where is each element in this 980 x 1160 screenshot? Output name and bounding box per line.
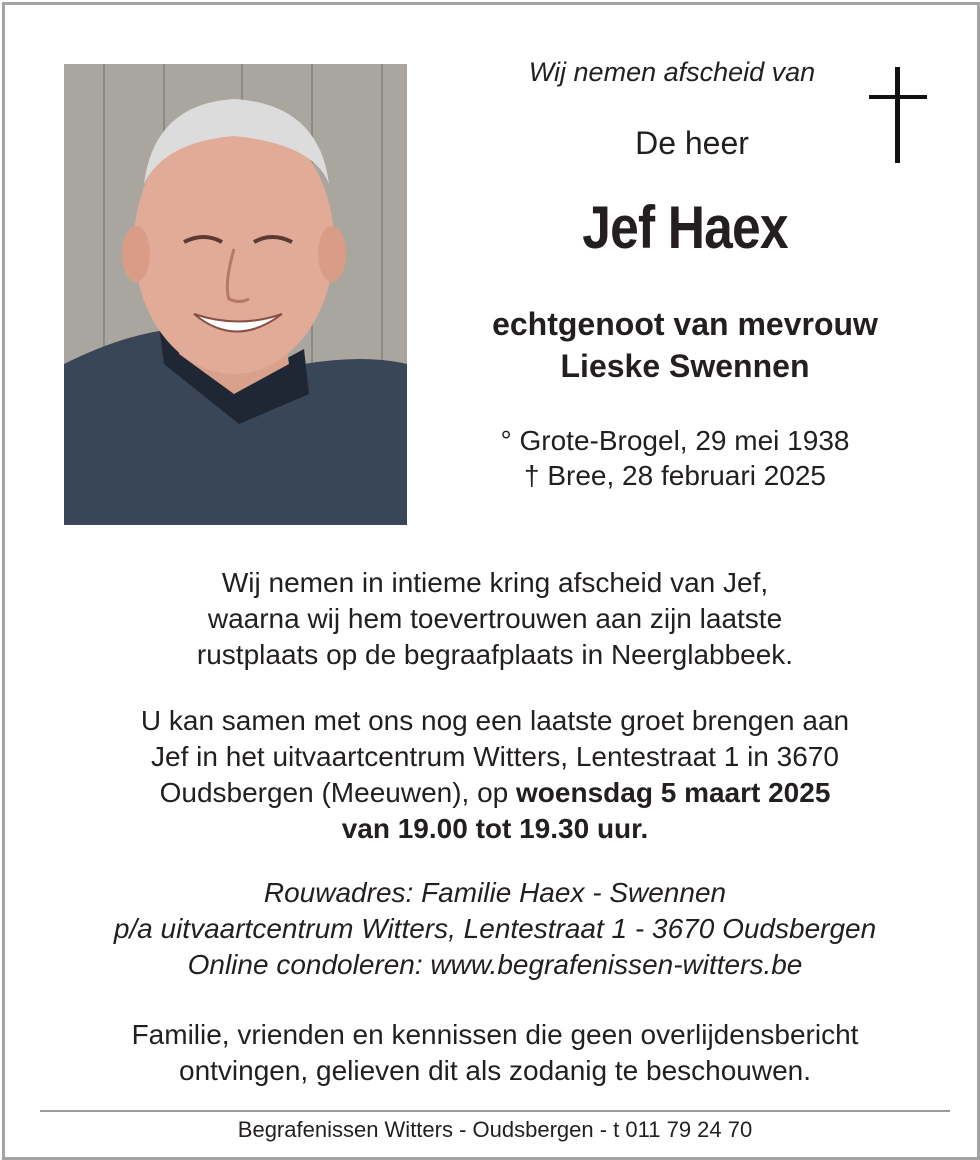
footer-divider [40, 1110, 950, 1112]
visitation-line-1: U kan samen met ons nog een laatste groet brengen aan [140, 705, 850, 736]
deceased-name: Jef Haex [582, 194, 788, 261]
visitation-line-3 [25, 775, 965, 811]
birth-date: ° Grote-Brogel, 29 mei 1938 [500, 425, 850, 456]
visitation-place: Oudsbergen (Meeuwen), op [159, 777, 517, 808]
portrait-illustration [64, 64, 407, 525]
funeral-home-footer: Begrafenissen Witters - Oudsbergen - t 011 79 24 70 [237, 1117, 753, 1142]
visitation-date: woensdag 5 maart 2025 [516, 777, 831, 808]
closing-line-2: ontvingen, gelieven dit als zodanig te beschouwen. [179, 1055, 811, 1086]
ceremony-line-3: rustplaats op de begraafplaats in Neerglabbeek. [196, 639, 794, 670]
ceremony-line-1: Wij nemen in intieme kring afscheid van Jef, [221, 567, 769, 598]
address-line-1: Rouwadres: Familie Haex - Swennen [263, 877, 727, 908]
death-notice-card [2, 2, 980, 1160]
ceremony-line-2: waarna wij hem toevertrouwen aan zijn laatste [207, 603, 783, 634]
address-paragraph [25, 875, 965, 983]
spouse-line-2: Lieske Swennen [560, 348, 810, 384]
online-condolence-link[interactable]: Online condoleren: www.begrafenissen-witters.be [187, 949, 803, 980]
life-dates [415, 423, 935, 493]
death-date: † Bree, 28 februari 2025 [524, 460, 826, 491]
visitation-line-4 [25, 811, 965, 847]
visitation-line-2: Jef in het uitvaartcentrum Witters, Lentestraat 1 in 3670 [151, 741, 839, 772]
visitation-time: van 19.00 tot 19.30 uur. [341, 813, 649, 844]
address-line-2: p/a uitvaartcentrum Witters, Lentestraat 1 - 3670 Oudsbergen [113, 913, 877, 944]
portrait-photo [64, 64, 407, 525]
visitation-paragraph [25, 703, 965, 847]
spouse-info [425, 303, 945, 387]
spouse-line-1: echtgenoot van mevrouw [492, 306, 878, 342]
ceremony-paragraph [25, 565, 965, 673]
honorific-title: De heer [635, 125, 749, 161]
intro-text: Wij nemen afscheid van [528, 57, 816, 87]
closing-line-1: Familie, vrienden en kennissen die geen overlijdensbericht [131, 1019, 859, 1050]
closing-paragraph [25, 1017, 965, 1089]
